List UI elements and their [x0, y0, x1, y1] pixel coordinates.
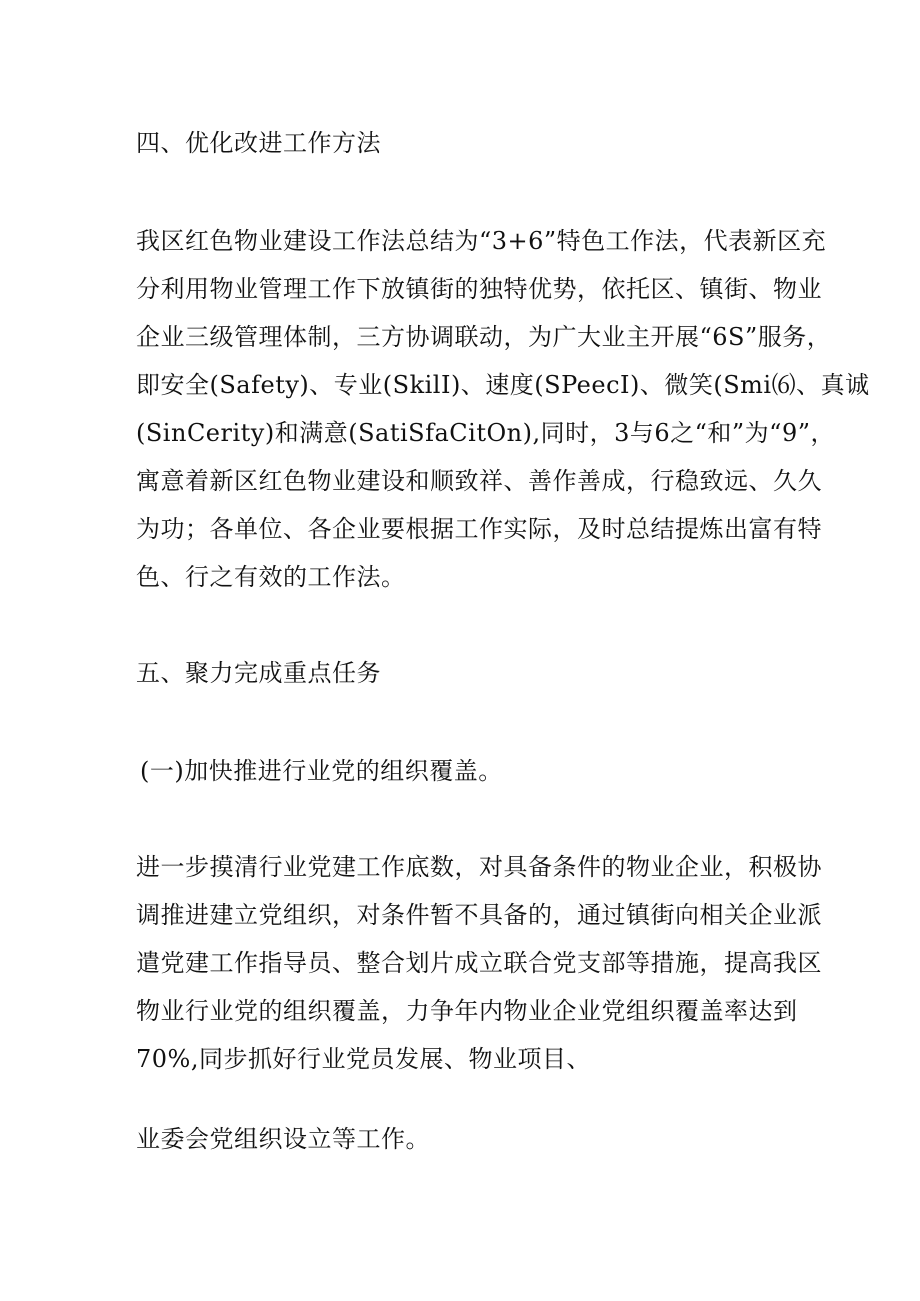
- paragraph-line: (SinCerity)和满意(SatiSfaCitOn),同时，3与6之“和”为“9”，: [136, 419, 835, 447]
- paragraph-line: 调推进建立党组织，对条件暂不具备的，通过镇街向相关企业派: [136, 901, 822, 929]
- section-5-heading: 五、聚力完成重点任务: [136, 659, 381, 687]
- paragraph-line: 遣党建工作指导员、整合划片成立联合党支部等措施，提高我区: [136, 949, 822, 977]
- paragraph-line: 进一步摸清行业党建工作底数，对具备条件的物业企业，积极协: [136, 853, 822, 881]
- paragraph-line: 为功；各单位、各企业要根据工作实际，及时总结提炼出富有特: [136, 515, 822, 543]
- paragraph-line: 我区红色物业建设工作法总结为“3+6”特色工作法，代表新区充: [136, 227, 827, 255]
- section-5-trailing-line: 业委会党组织设立等工作。: [136, 1125, 430, 1153]
- paragraph-line: 即安全(Safety)、专业(SkilI)、速度(SPeecI)、微笑(Smi⑹、真诚: [136, 371, 870, 399]
- section-4-heading: 四、优化改进工作方法: [136, 129, 381, 157]
- paragraph-line: 70%,同步抓好行业党员发展、物业项目、: [136, 1045, 591, 1073]
- paragraph-line: 寓意着新区红色物业建设和顺致祥、善作善成，行稳致远、久久: [136, 467, 822, 495]
- paragraph-line: 分利用物业管理工作下放镇街的独特优势，依托区、镇街、物业: [136, 275, 822, 303]
- paragraph-line: 物业行业党的组织覆盖，力争年内物业企业党组织覆盖率达到: [136, 997, 798, 1025]
- paragraph-line: 色、行之有效的工作法。: [136, 563, 406, 591]
- paragraph-line: 企业三级管理体制，三方协调联动，为广大业主开展“6S”服务，: [136, 323, 832, 351]
- section-5-subheading: (一)加快推进行业党的组织覆盖。: [140, 757, 503, 785]
